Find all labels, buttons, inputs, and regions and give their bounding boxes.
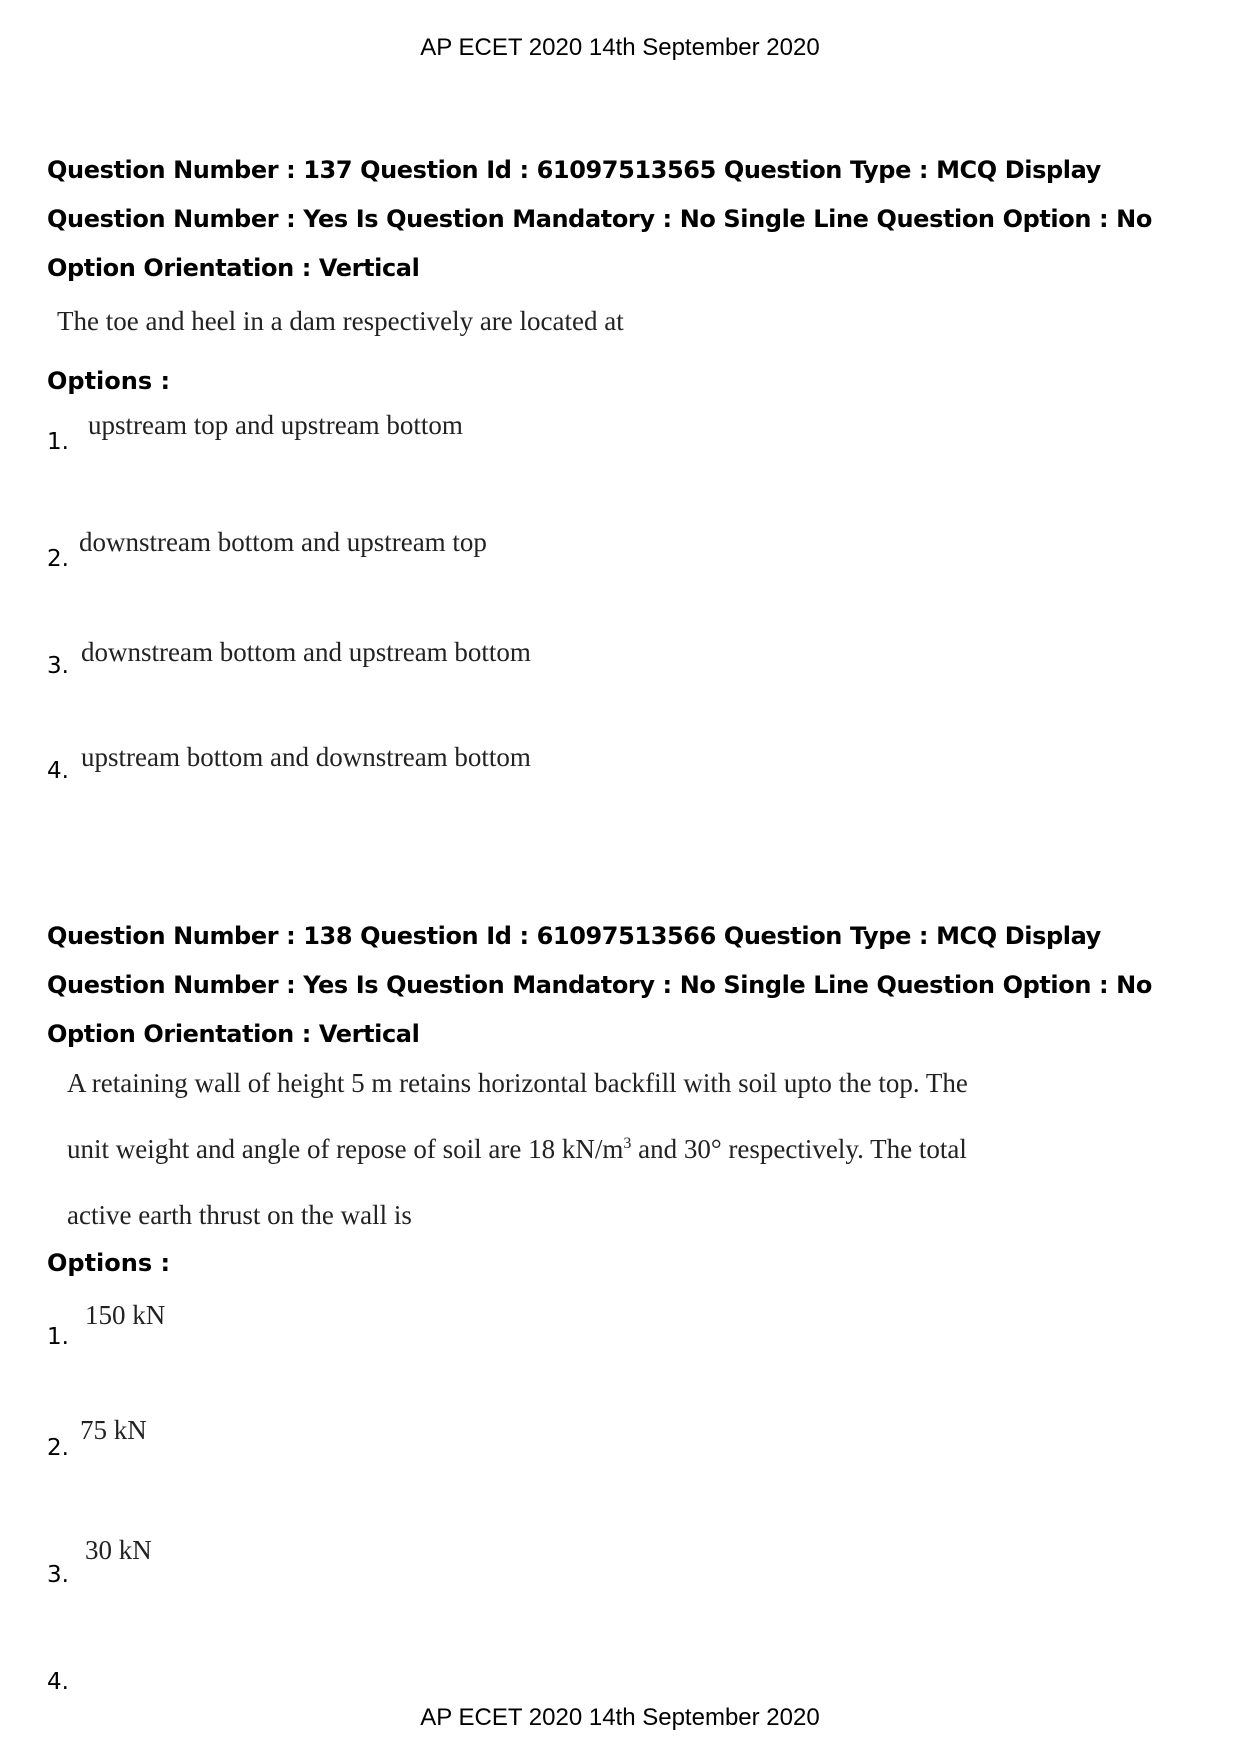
question-text: The toe and heel in a dam respectively are located at xyxy=(57,306,624,336)
option-text: 75 kN xyxy=(80,1415,147,1445)
option-number: 2. xyxy=(47,546,69,572)
option-number: 3. xyxy=(47,653,69,679)
question-meta: Question Number : 137 Question Id : 61097513565 Question Type : MCQ Display Question Number : Yes Is Question Mandatory : No Single Line Question Option : No Option Orientation : Vertical xyxy=(47,156,1152,282)
option-text: upstream top and upstream bottom xyxy=(88,410,463,440)
page-footer: AP ECET 2020 14th September 2020 xyxy=(420,1704,820,1731)
option-text: downstream bottom and upstream top xyxy=(79,527,487,557)
option-number: 3. xyxy=(47,1562,69,1588)
options-label: Options : xyxy=(47,1249,171,1277)
option-text: 150 kN xyxy=(85,1300,166,1330)
question-text-part: and 30° respectively. The total xyxy=(631,1134,967,1164)
superscript-exponent: 3 xyxy=(623,1135,632,1152)
option-text: upstream bottom and downstream bottom xyxy=(81,742,531,772)
option-number: 2. xyxy=(47,1435,69,1461)
question-text-part: unit weight and angle of repose of soil are 18 kN/m xyxy=(67,1134,624,1164)
question-meta: Question Number : 138 Question Id : 61097513566 Question Type : MCQ Display Question Number : Yes Is Question Mandatory : No Single Line Question Option : No Option Orientation : Vertical xyxy=(47,922,1152,1048)
option-text: downstream bottom and upstream bottom xyxy=(81,637,531,667)
option-number: 4. xyxy=(47,758,69,784)
question-text-line: A retaining wall of height 5 m retains horizontal backfill with soil upto the top. The xyxy=(67,1068,968,1098)
option-number: 4. xyxy=(47,1669,69,1695)
question-text-line xyxy=(67,1132,967,1166)
question-text-line: active earth thrust on the wall is xyxy=(67,1200,412,1230)
option-number: 1. xyxy=(47,1324,69,1350)
options-label: Options : xyxy=(47,367,171,395)
page-header: AP ECET 2020 14th September 2020 xyxy=(420,34,820,61)
option-number: 1. xyxy=(47,429,69,455)
option-text: 30 kN xyxy=(85,1535,152,1565)
